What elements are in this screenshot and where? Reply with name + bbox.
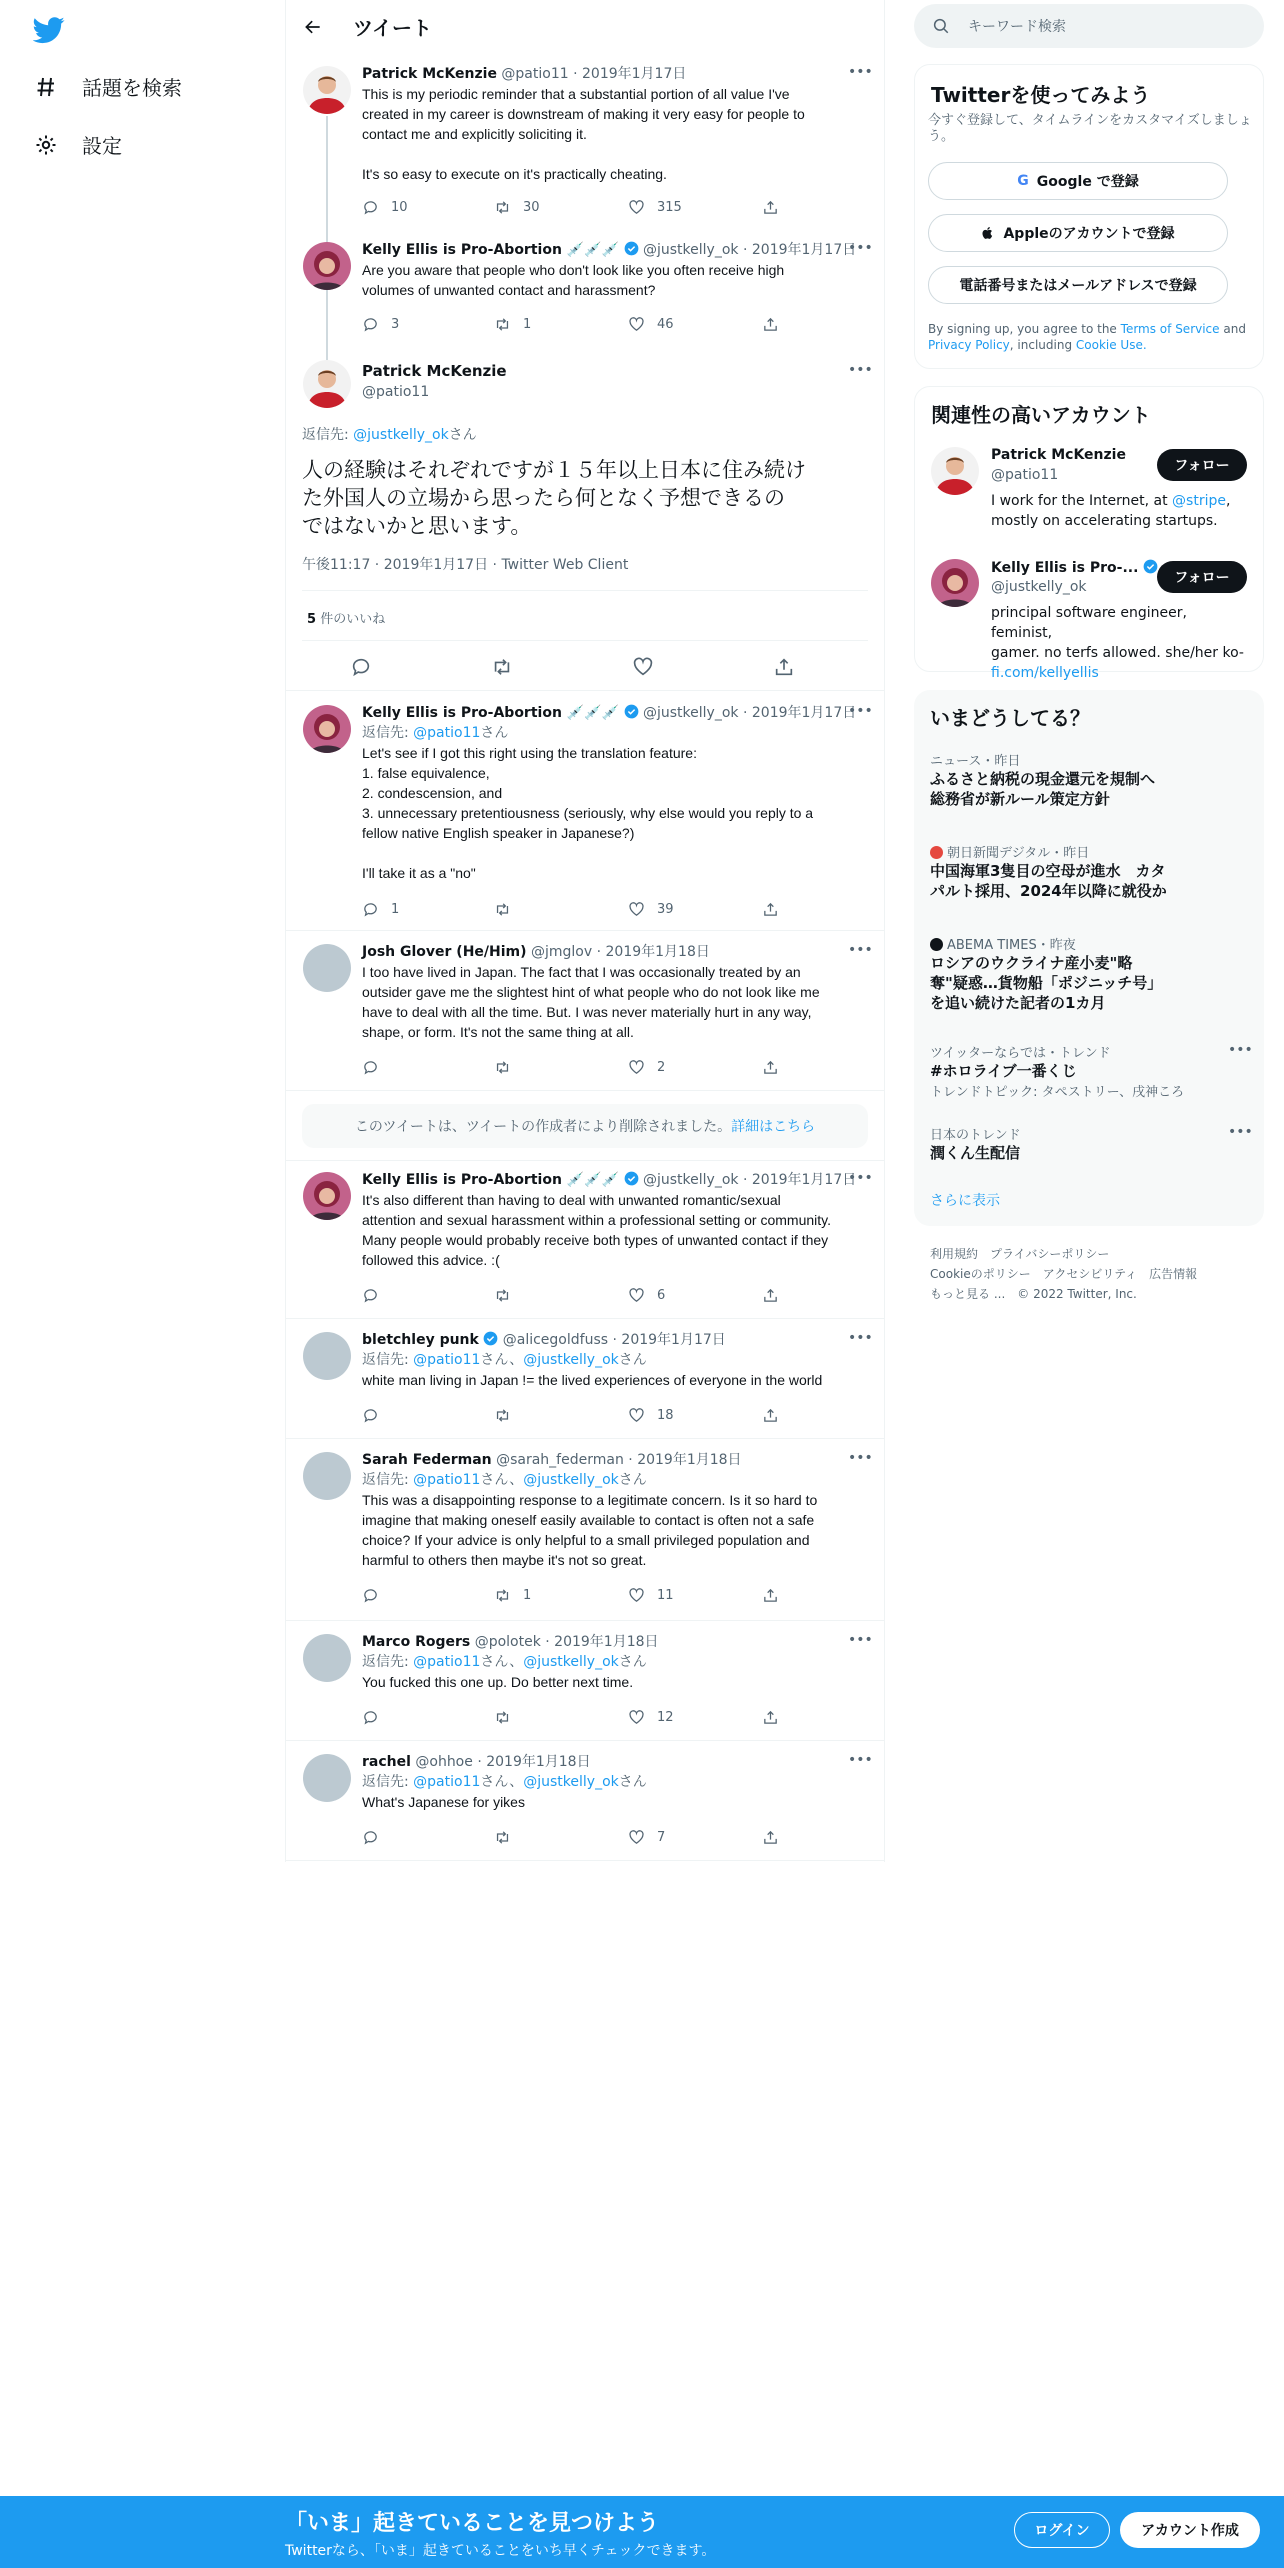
share-button[interactable] [762, 1407, 779, 1424]
bottom-subtitle: Twitterなら、「いま」起きていることをいち早くチェックできます。 [285, 2543, 716, 2559]
share-icon [762, 1829, 779, 1846]
footer-links[interactable]: 利用規約 プライバシーポリシー Cookieのポリシー アクセシビリティ 広告情報 もっと見る ... © 2022 Twitter, Inc. [930, 1247, 1198, 1301]
avatar[interactable] [303, 944, 351, 992]
reply-to: 返信先: @patio11さん、@justkelly_okさん [362, 1352, 647, 1368]
share-icon [762, 1287, 779, 1304]
retweet-button[interactable] [494, 1829, 511, 1846]
tweet-actions [362, 1287, 792, 1307]
share-icon [762, 1407, 779, 1424]
retweet-icon [494, 1587, 511, 1604]
reply-to-link[interactable]: @justkelly_ok [353, 427, 449, 443]
retweet-button[interactable] [491, 656, 513, 678]
related-handle[interactable]: @justkelly_ok [991, 579, 1087, 595]
author-name[interactable]: Josh Glover (He/Him) [362, 944, 527, 960]
reply-icon [362, 1587, 379, 1604]
more-icon[interactable]: ••• [848, 240, 873, 256]
retweet-icon [491, 656, 513, 678]
retweet-button[interactable] [494, 1287, 511, 1304]
reply-tweet[interactable]: Kelly Ellis is Pro-Abortion 💉💉💉 @justkelly_ok · 2019年1月17日 It's also different than having to deal with unwanted romantic/sexual attention and sexual harassment within a professional setting or community. Many people would probably receive both types of unwanted contact if they followed this advice. :( ••• 6 [286, 1170, 884, 1315]
follow-button[interactable]: フォロー [1157, 561, 1247, 593]
trend-item[interactable]: ニュース・昨日 ふるさと納税の現金還元を規制へ 総務省が新ルール策定方針 [930, 754, 1156, 808]
tweet-text: You fucked this one up. Do better next time. [362, 1674, 634, 1690]
avatar[interactable] [931, 559, 979, 607]
tweet-text: This was a disappointing response to a legitimate concern. Is it so hard to imagine that making oneself easily available to contact is often not a safe choice? If your advice is only helpful to a small privileged population and harmful to others then maybe it's not so great. [362, 1492, 818, 1568]
more-icon[interactable]: ••• [848, 1632, 873, 1648]
tweet-actions [362, 1829, 792, 1849]
tweet-date[interactable]: 2019年1月17日 [751, 242, 857, 258]
share-icon [762, 1587, 779, 1604]
tweet-date[interactable]: 2019年1月17日 [383, 557, 489, 573]
avatar[interactable] [303, 360, 351, 408]
deleted-tweet-notice: このツイートは、ツイートの作成者により削除されました。 詳細はこちら [302, 1104, 868, 1148]
tweet-date[interactable]: 2019年1月17日 [582, 66, 687, 82]
avatar[interactable] [931, 447, 979, 495]
retweet-icon [494, 1829, 511, 1846]
retweet-button[interactable] [494, 1407, 511, 1424]
share-icon [762, 316, 779, 333]
gear-icon [34, 133, 58, 157]
bio-link[interactable]: @stripe [1172, 493, 1226, 509]
tweet-text: Let's see if I got this right using the translation feature: 1. false equivalence, 2. condescension, and 3. unnecessary pretentiousness (seriously, why else would you reply to a fellow native English speaker in Japanese?) I'll take it as a "no" [362, 745, 814, 881]
reply-to-link[interactable]: @justkelly_ok [523, 1352, 619, 1368]
related-handle[interactable]: @patio11 [991, 467, 1059, 483]
publisher-logo [930, 846, 943, 859]
reply-to-link[interactable]: @patio11 [413, 1472, 481, 1488]
author-name[interactable]: bletchley punk [362, 1332, 479, 1348]
share-icon [762, 1709, 779, 1726]
tweet-actions [362, 1587, 792, 1607]
reply-button[interactable] [362, 1709, 379, 1726]
nav-settings[interactable] [34, 130, 122, 159]
tweet-text: What's Japanese for yikes [362, 1794, 525, 1810]
google-signup-button[interactable]: G Google で登録 [928, 162, 1228, 200]
share-button[interactable] [762, 1287, 779, 1304]
reply-icon [362, 1709, 379, 1726]
reply-icon [350, 656, 372, 678]
like-button[interactable]: 6 [628, 1287, 665, 1304]
author-handle[interactable]: @sarah_federman [496, 1452, 624, 1468]
more-icon[interactable]: ••• [848, 942, 873, 958]
author-handle[interactable]: @justkelly_ok [643, 1172, 739, 1188]
reply-icon [362, 1407, 379, 1424]
reply-to: 返信先: @patio11さん、@justkelly_okさん [362, 1472, 647, 1488]
retweet-icon [494, 1059, 511, 1076]
reply-button[interactable] [362, 1829, 379, 1846]
reply-button[interactable]: 3 [362, 316, 399, 333]
nav-settings-label: 設定 [82, 134, 122, 158]
retweet-button[interactable] [494, 1709, 511, 1726]
bottom-signup-bar [0, 2496, 1284, 2568]
reply-icon [362, 199, 379, 216]
reply-to-link[interactable]: @justkelly_ok [523, 1774, 619, 1790]
retweet-button[interactable] [494, 901, 523, 918]
author-handle[interactable]: @jmglov [531, 944, 593, 960]
retweet-icon [494, 1407, 511, 1424]
reply-tweet[interactable]: Marco Rogers @polotek · 2019年1月18日 返信先: @patio11さん、@justkelly_okさん You fucked this one up. Do better next time. ••• 12 [286, 1632, 884, 1742]
main-header [286, 0, 884, 53]
reply-to: 返信先: @patio11さん、@justkelly_okさん [362, 1654, 647, 1670]
search-placeholder: キーワード検索 [968, 19, 1066, 35]
nav-explore-label: 話題を検索 [82, 76, 182, 100]
more-icon[interactable]: ••• [848, 64, 873, 80]
like-button[interactable]: 46 [628, 316, 674, 333]
reply-tweet[interactable]: rachel @ohhoe · 2019年1月18日 返信先: @patio11さん、@justkelly_okさん What's Japanese for yikes ••• 7 [286, 1752, 884, 1862]
retweet-icon [494, 316, 511, 333]
related-account[interactable] [915, 557, 1263, 681]
related-title: 関連性の高いアカウント [931, 403, 1151, 427]
author-handle[interactable]: @patio11 [362, 384, 430, 400]
verified-badge-icon [1143, 559, 1158, 574]
deleted-learn-more-link[interactable]: 詳細はこちら [731, 1119, 816, 1135]
focus-text: 人の経験はそれぞれですが１５年以上日本に住み続け た外国人の立場から思ったら何となく予想できるの ではないかと思います。 [302, 458, 806, 538]
tweet-text: Are you aware that people who don't look like you often receive high volumes of unwanted contact and harassment? [362, 262, 785, 298]
share-icon [762, 199, 779, 216]
reply-button[interactable] [362, 1587, 379, 1604]
tweet-actions [362, 199, 792, 219]
tweet-date[interactable]: 2019年1月18日 [637, 1452, 742, 1468]
tweet-text: This is my periodic reminder that a substantial portion of all value I've created in my career is downstream of making it very easy for people to contact me and explicitly soliciting it. It's so easy to execute on it's practically cheating. [362, 86, 805, 182]
avatar[interactable] [303, 705, 351, 753]
related-name[interactable]: Kelly Ellis is Pro-... [991, 559, 1158, 576]
reply-tweet[interactable]: Josh Glover (He/Him) @jmglov · 2019年1月18日 I too have lived in Japan. The fact that I was occasionally treated by an outsider gave me the slightest hint of what people who do not look like me have to deal with all the time. But. I was never materially hurt in any way, shape, or form. It's not the same thing at all. ••• 2 [286, 942, 884, 1082]
avatar[interactable] [303, 1452, 351, 1500]
more-icon[interactable]: ••• [848, 1450, 873, 1466]
heart-icon [628, 901, 645, 918]
author-handle[interactable]: @ohhoe [415, 1754, 473, 1770]
share-button[interactable] [762, 1587, 779, 1604]
reply-tweet[interactable]: Kelly Ellis is Pro-Abortion 💉💉💉 @justkelly_ok · 2019年1月17日 返信先: @patio11さん Let's see if I got this right using the translation feature: 1. false equivalence, 2. condescension, and 3. unnecessary pretentiousness (seriously, why else would you reply to a fellow native English speaker in Japanese?) I'll take it as a "no" ••• 1 39 [286, 703, 884, 933]
retweet-button[interactable]: 30 [494, 199, 540, 216]
reply-to-link[interactable]: @justkelly_ok [523, 1472, 619, 1488]
reply-icon [362, 1287, 379, 1304]
reply-icon [362, 901, 379, 918]
trend-item[interactable]: 朝日新聞デジタル・昨日 中国海軍3隻目の空母が進水 カタ パルト採用、2024年以降に就役か [930, 846, 1167, 900]
heart-icon [628, 1407, 645, 1424]
focus-actions [350, 656, 820, 678]
login-button[interactable]: ログイン [1014, 2512, 1110, 2548]
reply-to-link[interactable]: @patio11 [413, 1352, 481, 1368]
trend-item[interactable]: ツイッターならでは・トレンド #ホロライブ一番くじ トレンドトピック: タペストリー、戌神ころ ••• [930, 1042, 1253, 1100]
reply-button[interactable] [362, 1287, 379, 1304]
related-bio: I work for the Internet, at @stripe, mostly on accelerating startups. [991, 493, 1231, 529]
verified-badge-icon [624, 704, 639, 719]
share-button[interactable] [773, 656, 795, 678]
tweet-date[interactable]: 2019年1月18日 [554, 1634, 659, 1650]
author-name[interactable]: Kelly Ellis is Pro-Abortion 💉💉💉 [362, 1172, 620, 1188]
reply-button[interactable] [350, 656, 372, 678]
tweet-text: I too have lived in Japan. The fact that I was occasionally treated by an outsider gave me the slightest hint of what people who do not look like me have to deal with all the time. But. I was never materially hurt in any way, shape, or form. It's not the same thing at all. [362, 964, 820, 1040]
twitter-logo-icon[interactable] [33, 14, 65, 46]
author-name[interactable]: rachel [362, 1754, 411, 1770]
author-name[interactable]: Patrick McKenzie [362, 66, 497, 82]
reply-icon [362, 316, 379, 333]
signup-title: Twitterを使ってみよう [931, 83, 1151, 107]
share-button[interactable] [762, 901, 779, 918]
search-input[interactable] [914, 4, 1264, 48]
tweet-actions [362, 901, 792, 921]
trends-title: いまどうしてる？ [930, 706, 1090, 730]
more-icon[interactable]: ••• [848, 1170, 873, 1186]
reply-icon [362, 1059, 379, 1076]
tweet-date[interactable]: 2019年1月18日 [486, 1754, 591, 1770]
reply-button[interactable]: 10 [362, 199, 408, 216]
tweet-actions [362, 1709, 792, 1729]
like-button[interactable]: 7 [628, 1829, 665, 1846]
verified-badge-icon [483, 1331, 498, 1346]
related-bio: principal software engineer, feminist, gamer. no terfs allowed. she/her ko- fi.com/kellyellis [991, 603, 1247, 683]
bio-link[interactable]: fi.com/kellyellis [991, 665, 1099, 681]
trend-item[interactable]: 日本のトレンド 潤くん生配信 ••• [930, 1124, 1253, 1162]
thread-tweet[interactable]: Patrick McKenzie @patio11 · 2019年1月17日 This is my periodic reminder that a substantial portion of all value I've created in my career is downstream of making it very easy for people to contact me and explicitly soliciting it. It's so easy to execute on it's practically cheating. ••• 10 30 315 [286, 62, 884, 232]
share-button[interactable] [762, 1829, 779, 1846]
share-icon [762, 901, 779, 918]
avatar[interactable] [303, 242, 351, 290]
heart-icon [628, 199, 645, 216]
like-button[interactable]: 2 [628, 1059, 665, 1076]
heart-icon [628, 1829, 645, 1846]
heart-icon [628, 316, 645, 333]
more-icon[interactable]: ••• [1228, 1124, 1253, 1140]
related-account[interactable] [915, 445, 1263, 545]
reply-to-link[interactable]: @patio11 [413, 1654, 481, 1670]
heart-icon [632, 656, 654, 678]
author-name[interactable]: Kelly Ellis is Pro-Abortion 💉💉💉 [362, 705, 620, 721]
share-button[interactable] [762, 316, 779, 333]
retweet-icon [494, 1287, 511, 1304]
share-button[interactable] [762, 199, 779, 216]
terms-link[interactable]: Terms of Service [1120, 322, 1220, 336]
reply-to: 返信先: @justkelly_okさん [302, 427, 477, 443]
signup-subtitle: 今すぐ登録して、タイムラインをカスタマイズしましょ う。 [928, 113, 1252, 144]
share-icon [773, 656, 795, 678]
avatar[interactable] [303, 1754, 351, 1802]
like-button[interactable]: 315 [628, 199, 682, 216]
apple-icon [981, 225, 995, 241]
more-icon[interactable]: ••• [848, 1752, 873, 1768]
retweet-button[interactable]: 1 [494, 316, 531, 333]
reply-to: 返信先: @patio11さん、@justkelly_okさん [362, 1774, 647, 1790]
heart-icon [628, 1709, 645, 1726]
tweet-actions [362, 316, 792, 336]
more-icon[interactable]: ••• [848, 703, 873, 719]
author-name[interactable]: Sarah Federman [362, 1452, 492, 1468]
retweet-button[interactable]: 1 [494, 1587, 531, 1604]
avatar[interactable] [303, 1172, 351, 1220]
signup-panel [914, 64, 1264, 369]
reply-to-link[interactable]: @patio11 [413, 1774, 481, 1790]
tweet-time[interactable]: 午後11:17 [302, 557, 371, 573]
reply-button[interactable] [362, 1407, 379, 1424]
like-button[interactable] [632, 656, 654, 678]
avatar[interactable] [303, 1634, 351, 1682]
tweet-text: white man living in Japan != the lived experiences of everyone in the world [362, 1372, 823, 1388]
nav-explore[interactable] [34, 72, 182, 101]
avatar[interactable] [303, 1332, 351, 1380]
show-more-link[interactable]: さらに表示 [930, 1193, 1000, 1209]
like-button[interactable]: 12 [628, 1709, 674, 1726]
like-button[interactable]: 11 [628, 1587, 674, 1604]
tweet-client[interactable]: Twitter Web Client [501, 557, 629, 573]
search-icon [932, 17, 950, 35]
tweet-date[interactable]: 2019年1月18日 [605, 944, 710, 960]
author-name[interactable]: Kelly Ellis is Pro-Abortion 💉💉💉 [362, 242, 620, 258]
reply-icon [362, 1829, 379, 1846]
phone-email-signup-button[interactable]: 電話番号またはメールアドレスで登録 [928, 266, 1228, 304]
page-title: ツイート [353, 16, 432, 40]
share-button[interactable] [762, 1059, 779, 1076]
author-handle[interactable]: @justkelly_ok [643, 705, 739, 721]
heart-icon [628, 1287, 645, 1304]
signup-button[interactable]: アカウント作成 [1120, 2512, 1260, 2548]
tweet-text: It's also different than having to deal with unwanted romantic/sexual attention and sexual harassment within a professional setting or community. Many people would probably receive both types of unwanted contact if they followed this advice. :( [362, 1192, 831, 1268]
retweet-button[interactable] [494, 1059, 511, 1076]
reply-tweet[interactable]: Sarah Federman @sarah_federman · 2019年1月18日 返信先: @patio11さん、@justkelly_okさん This was a disappointing response to a legitimate concern. Is it so hard to imagine that making oneself easily available to contact is often not a safe choice? If your advice is only helpful to a small privileged population and harmful to others then maybe it's not so great. ••• 1 11 [286, 1450, 884, 1625]
share-button[interactable] [762, 1709, 779, 1726]
tweet-actions [362, 1059, 792, 1079]
signup-legal: By signing up, you agree to the Terms of Service and Privacy Policy, including Cookie Use. [928, 322, 1246, 352]
tweet-meta: 午後11:17 · 2019年1月17日 · Twitter Web Client [302, 557, 629, 573]
reply-to-link[interactable]: @patio11 [413, 725, 481, 741]
more-icon[interactable]: ••• [1228, 1042, 1253, 1058]
related-accounts-panel [914, 386, 1264, 681]
apple-signup-button[interactable]: Appleのアカウントで登録 [928, 214, 1228, 252]
avatar[interactable] [303, 66, 351, 114]
tweet-date[interactable]: 2019年1月17日 [751, 705, 857, 721]
privacy-link[interactable]: Privacy Policy [928, 338, 1010, 352]
bottom-title: 「いま」起きていることを見つけよう [285, 2511, 660, 2536]
focus-tweet [286, 356, 884, 676]
reply-tweet[interactable]: bletchley punk @alicegoldfuss · 2019年1月17日 返信先: @patio11さん、@justkelly_okさん white man living in Japan != the lived experiences of everyone in the world ••• 18 [286, 1330, 884, 1440]
share-icon [762, 1059, 779, 1076]
main-column [285, 0, 885, 1862]
tweet-actions [362, 1407, 792, 1427]
author-name[interactable]: Patrick McKenzie [362, 362, 507, 380]
author-handle[interactable]: @patio11 [501, 66, 569, 82]
reply-button[interactable]: 1 [362, 901, 399, 918]
author-name[interactable]: Marco Rogers [362, 1634, 471, 1650]
trend-item[interactable]: ABEMA TIMES・昨夜 ロシアのウクライナ産小麦"略 奪"疑惑…貨物船「ポジニッチ号」 を追い続けた記者の1カ月 [930, 938, 1163, 1012]
verified-badge-icon [624, 241, 639, 256]
tweet-date[interactable]: 2019年1月17日 [621, 1332, 726, 1348]
like-button[interactable]: 39 [628, 901, 674, 918]
author-handle[interactable]: @alicegoldfuss [502, 1332, 609, 1348]
verified-badge-icon [624, 1171, 639, 1186]
follow-button[interactable]: フォロー [1157, 449, 1247, 481]
left-nav [0, 0, 285, 2500]
trends-panel [914, 690, 1264, 1226]
reply-to: 返信先: @patio11さん [362, 725, 509, 741]
more-icon[interactable]: ••• [848, 1330, 873, 1346]
heart-icon [628, 1587, 645, 1604]
reply-to-link[interactable]: @justkelly_ok [523, 1654, 619, 1670]
tweet-date[interactable]: 2019年1月17日 [751, 1172, 857, 1188]
heart-icon [628, 1059, 645, 1076]
author-handle[interactable]: @justkelly_ok [643, 242, 739, 258]
cookie-use-link[interactable]: Cookie Use. [1075, 338, 1147, 352]
related-name[interactable]: Patrick McKenzie [991, 447, 1126, 463]
back-arrow-icon[interactable] [303, 17, 323, 37]
thread-tweet[interactable]: Kelly Ellis is Pro-Abortion 💉💉💉 @justkelly_ok · 2019年1月17日 Are you aware that people who don't look like you often receive high volumes of unwanted contact and harassment? ••• 3 1 46 [286, 238, 884, 348]
like-button[interactable]: 18 [628, 1407, 674, 1424]
google-icon: G [1017, 173, 1029, 189]
publisher-logo [930, 938, 943, 951]
more-icon[interactable]: ••• [848, 362, 873, 378]
reply-button[interactable] [362, 1059, 379, 1076]
likes-count[interactable]: 5 件のいいね [307, 612, 386, 627]
hashtag-icon [34, 75, 58, 99]
retweet-icon [494, 199, 511, 216]
retweet-icon [494, 901, 511, 918]
retweet-icon [494, 1709, 511, 1726]
author-handle[interactable]: @polotek [474, 1634, 541, 1650]
